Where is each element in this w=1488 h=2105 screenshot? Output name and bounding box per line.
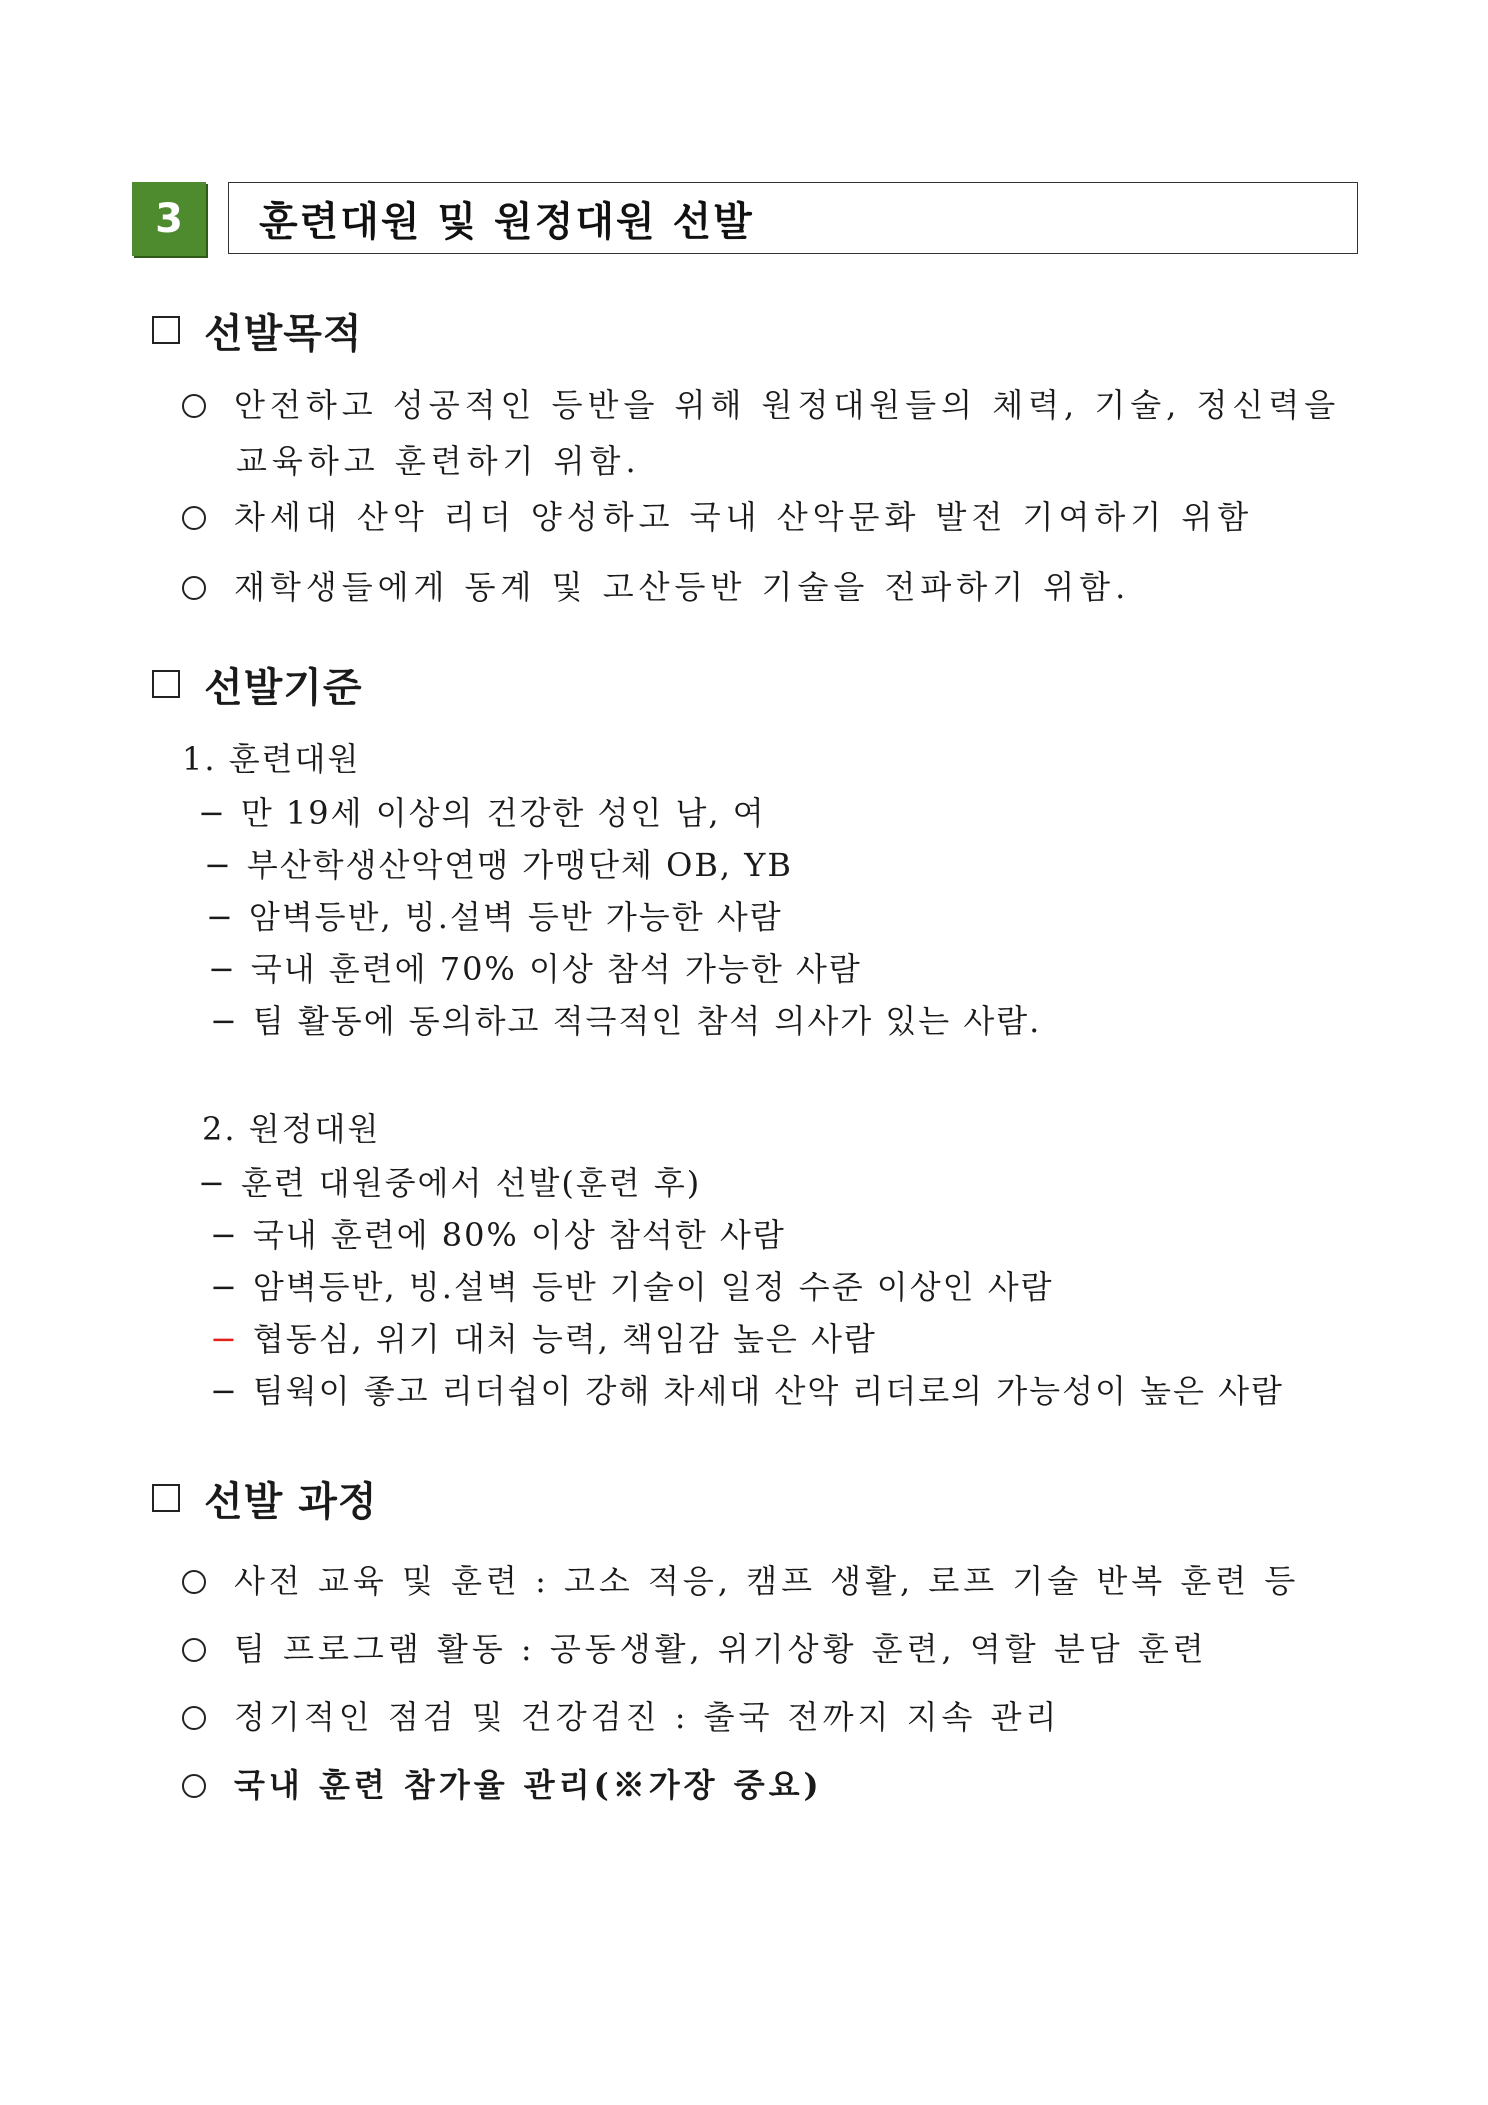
expedition-item-3: − 암벽등반, 빙.설벽 등반 기술이 일정 수준 이상인 사람 <box>210 1268 1054 1306</box>
expedition-item-4: − 협동심, 위기 대처 능력, 책임감 높은 사람 <box>210 1320 877 1358</box>
process-item-1: 사전 교육 및 훈련 : 고소 적응, 캠프 생활, 로프 기술 반복 훈련 등 <box>182 1556 1299 1602</box>
process-item-3: 정기적인 점검 및 건강검진 : 출국 전까지 지속 관리 <box>182 1692 1060 1738</box>
circle-bullet-icon <box>182 1570 206 1594</box>
section-title: 훈련대원 및 원정대원 선발 <box>228 182 1358 254</box>
dash-bullet: − <box>210 1268 239 1306</box>
purpose-item-1-continuation: 교육하고 훈련하기 위함. <box>236 442 641 480</box>
heading-criteria-label: 선발기준 <box>204 664 363 711</box>
circle-bullet-icon <box>182 1774 206 1798</box>
expedition-item-1: − 훈련 대원중에서 선발(훈련 후) <box>198 1164 702 1202</box>
purpose-item-3: 재학생들에게 동계 및 고산등반 기술을 전파하기 위함. <box>182 562 1130 608</box>
heading-criteria <box>152 660 363 711</box>
purpose-item-1: 안전하고 성공적인 등반을 위해 원정대원들의 체력, 기술, 정신력을 <box>182 380 1340 426</box>
process-item-2: 팀 프로그램 활동 : 공동생활, 위기상황 훈련, 역할 분담 훈련 <box>182 1624 1208 1670</box>
circle-bullet-icon <box>182 1706 206 1730</box>
criteria-training-title: 1. 훈련대원 <box>182 740 361 778</box>
training-item-5: − 팀 활동에 동의하고 적극적인 참석 의사가 있는 사람. <box>210 1002 1042 1040</box>
heading-process <box>152 1474 378 1525</box>
checkbox-square-icon <box>152 1484 180 1512</box>
circle-bullet-icon <box>182 506 206 530</box>
circle-bullet-icon <box>182 394 206 418</box>
dash-bullet: − <box>198 1164 227 1202</box>
heading-purpose <box>152 306 363 357</box>
criteria-expedition-title: 2. 원정대원 <box>202 1110 381 1148</box>
dash-bullet: − <box>208 950 237 988</box>
dash-bullet: − <box>198 794 227 832</box>
heading-process-label: 선발 과정 <box>204 1478 378 1525</box>
process-item-4: 국내 훈련 참가율 관리(※가장 중요) <box>182 1760 823 1806</box>
training-item-4: − 국내 훈련에 70% 이상 참석 가능한 사람 <box>208 950 862 988</box>
checkbox-square-icon <box>152 670 180 698</box>
checkbox-square-icon <box>152 316 180 344</box>
heading-purpose-label: 선발목적 <box>204 310 363 357</box>
dash-bullet: − <box>210 1372 239 1410</box>
circle-bullet-icon <box>182 1638 206 1662</box>
dash-bullet: − <box>206 898 235 936</box>
dash-bullet-highlight: − <box>210 1320 239 1358</box>
expedition-item-5: − 팀웍이 좋고 리더쉽이 강해 차세대 산악 리더로의 가능성이 높은 사람 <box>210 1372 1284 1410</box>
training-item-3: − 암벽등반, 빙.설벽 등반 가능한 사람 <box>206 898 783 936</box>
purpose-item-2: 차세대 산악 리더 양성하고 국내 산악문화 발전 기여하기 위함 <box>182 492 1253 538</box>
training-item-1: − 만 19세 이상의 건강한 성인 남, 여 <box>198 794 766 832</box>
dash-bullet: − <box>210 1002 239 1040</box>
expedition-item-2: − 국내 훈련에 80% 이상 참석한 사람 <box>210 1216 786 1254</box>
training-item-2: − 부산학생산악연맹 가맹단체 OB, YB <box>204 846 793 884</box>
circle-bullet-icon <box>182 576 206 600</box>
section-number-badge: 3 <box>132 182 206 256</box>
dash-bullet: − <box>204 846 233 884</box>
dash-bullet: − <box>210 1216 239 1254</box>
